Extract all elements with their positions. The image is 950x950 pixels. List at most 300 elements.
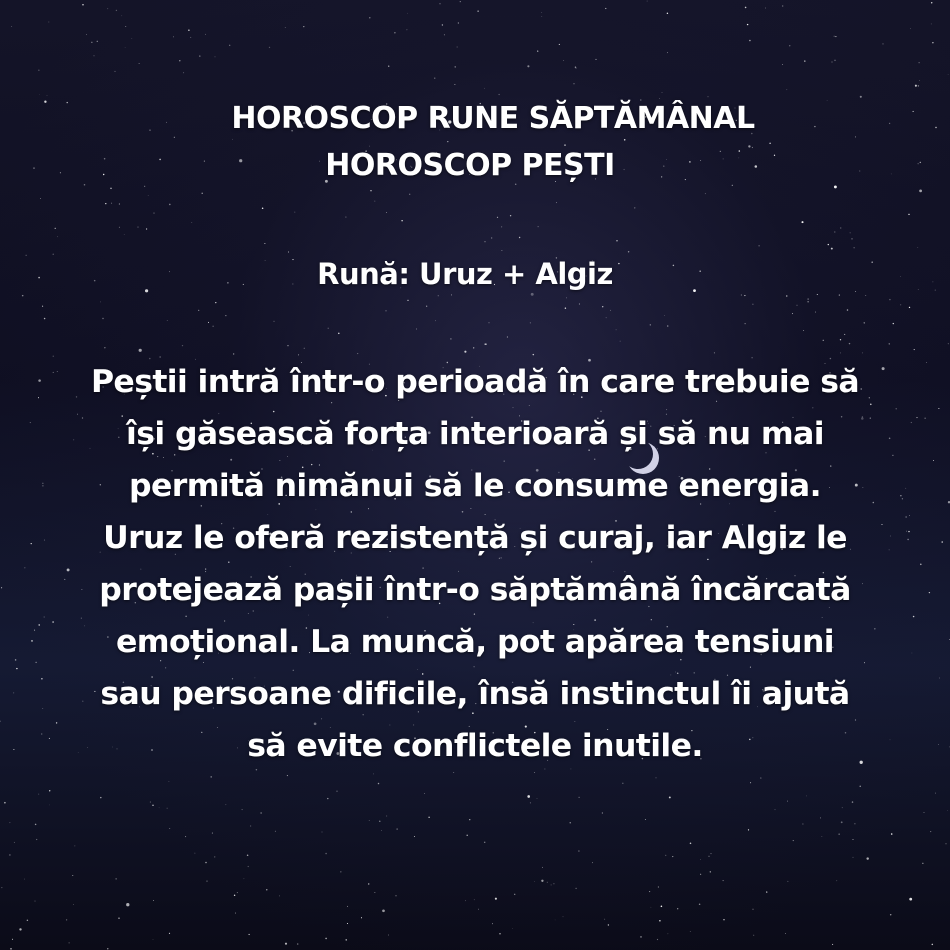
star (501, 226, 502, 227)
star (473, 347, 474, 348)
star (297, 943, 299, 945)
star (484, 344, 485, 345)
star (834, 231, 835, 232)
star (758, 245, 760, 247)
star (379, 821, 380, 822)
star (169, 204, 171, 206)
star (556, 202, 557, 203)
star (499, 94, 500, 95)
star (38, 794, 39, 795)
star (214, 856, 215, 857)
star (153, 900, 154, 901)
star (116, 878, 117, 879)
star (474, 900, 475, 901)
star (806, 796, 807, 797)
star (34, 901, 35, 902)
star (247, 855, 249, 857)
star (97, 41, 98, 42)
star (699, 903, 701, 905)
star (57, 236, 58, 237)
star (948, 343, 949, 344)
star (935, 793, 936, 794)
star (766, 891, 767, 892)
star (832, 944, 833, 945)
star (345, 217, 346, 218)
star (195, 853, 196, 854)
star (542, 867, 543, 868)
star (36, 839, 37, 840)
star (375, 892, 376, 893)
star (212, 833, 213, 834)
star (537, 50, 538, 51)
star (574, 83, 575, 84)
star (39, 94, 40, 95)
star (760, 777, 762, 779)
star (852, 801, 853, 802)
star (325, 938, 327, 940)
star (831, 248, 833, 250)
body-line: permită nimănui să le consume energia. (129, 468, 821, 504)
star (667, 52, 668, 53)
star (608, 924, 609, 925)
star (700, 859, 701, 860)
star (787, 801, 788, 802)
star (782, 5, 783, 6)
body-line: sau persoane dificile, însă instinctul îi ajută (100, 676, 850, 712)
star (10, 948, 11, 949)
body-line: emoțional. La muncă, pot apărea tensiuni (115, 624, 834, 660)
star (273, 321, 274, 322)
body-line: Peștii intră într-o perioadă în care trebuie să (90, 364, 860, 400)
star (243, 878, 244, 879)
star (922, 863, 923, 864)
star (657, 939, 658, 940)
star (107, 8, 108, 9)
star (835, 36, 836, 37)
star (510, 215, 511, 216)
star (139, 349, 142, 352)
star (842, 807, 843, 808)
star (450, 338, 452, 340)
star (849, 343, 850, 344)
star (909, 307, 910, 308)
star (579, 303, 580, 304)
star (304, 348, 305, 349)
star (264, 243, 265, 244)
star (551, 884, 552, 885)
star (930, 831, 931, 832)
star (527, 795, 530, 798)
star (397, 829, 398, 830)
star (606, 317, 607, 318)
star (507, 336, 508, 337)
star (844, 334, 845, 335)
star (428, 817, 429, 818)
star (125, 26, 126, 27)
star (948, 74, 949, 75)
star (576, 68, 577, 69)
star (938, 744, 939, 745)
star (519, 237, 520, 238)
star (497, 217, 498, 218)
star (49, 790, 50, 791)
star (260, 812, 261, 813)
star (9, 854, 10, 855)
star (266, 889, 267, 890)
star (27, 920, 28, 921)
star (14, 842, 15, 843)
star (645, 819, 646, 820)
star (570, 822, 571, 823)
body-line: protejează pașii într-o săptămână încărcată (99, 572, 851, 608)
star (287, 775, 288, 776)
star (847, 309, 849, 311)
star (484, 842, 485, 843)
star (893, 323, 894, 324)
star (745, 323, 746, 324)
star (667, 13, 668, 14)
star (213, 326, 214, 327)
star (453, 772, 454, 773)
star (919, 190, 922, 193)
star (647, 1, 648, 2)
star (484, 88, 485, 89)
star (541, 16, 542, 17)
star (346, 939, 347, 940)
star (864, 322, 865, 323)
star (938, 408, 939, 409)
star (444, 35, 445, 36)
star (602, 813, 603, 814)
star (789, 45, 790, 46)
star (650, 324, 651, 325)
star (860, 786, 861, 787)
star (850, 233, 851, 234)
star (555, 920, 556, 921)
star (279, 896, 280, 897)
star (622, 783, 623, 784)
star (620, 341, 621, 342)
star (153, 939, 154, 940)
star (931, 23, 932, 24)
star (152, 805, 153, 806)
star (786, 89, 787, 90)
star (616, 329, 617, 330)
star (538, 226, 539, 227)
star (69, 942, 70, 943)
star (891, 833, 893, 835)
star (119, 227, 120, 228)
star (235, 913, 236, 914)
star (672, 856, 673, 857)
star (700, 874, 701, 875)
star (750, 782, 751, 783)
star (478, 909, 479, 910)
star (530, 802, 531, 803)
body-line: își găsească forța interioară și să nu mai (126, 416, 824, 452)
star (179, 60, 180, 61)
star (250, 826, 251, 827)
star (602, 306, 603, 307)
star (386, 212, 387, 213)
star (406, 29, 407, 30)
star (851, 238, 852, 239)
star (131, 38, 132, 39)
star (146, 228, 147, 229)
title-line-1: HOROSCOP RUNE SĂPTĂMÂNAL (231, 101, 755, 136)
star (909, 898, 912, 901)
star (836, 880, 837, 881)
star (488, 322, 489, 323)
star (373, 774, 374, 775)
star (325, 853, 327, 855)
star (66, 919, 67, 920)
star (616, 240, 617, 241)
star (118, 917, 119, 918)
star (822, 836, 823, 837)
star (723, 919, 724, 920)
star (656, 778, 657, 779)
star (385, 310, 387, 312)
star (501, 250, 502, 251)
star (793, 840, 794, 841)
star (604, 919, 605, 920)
star (111, 203, 112, 204)
star (150, 802, 151, 803)
star (409, 194, 410, 195)
star (775, 809, 776, 810)
star (374, 201, 375, 202)
star (159, 807, 160, 808)
star (931, 2, 932, 3)
star (889, 299, 890, 300)
star (841, 821, 843, 823)
star (361, 917, 362, 918)
star (107, 948, 108, 949)
star (248, 866, 249, 867)
star (407, 300, 408, 301)
star (168, 781, 169, 782)
star (664, 315, 665, 316)
star (86, 34, 87, 35)
star (723, 880, 724, 881)
star (749, 40, 751, 42)
star (919, 80, 920, 81)
star (792, 313, 793, 314)
star (649, 891, 650, 892)
star (804, 60, 805, 61)
star (709, 856, 710, 857)
star (947, 810, 948, 811)
star (237, 892, 238, 893)
star (340, 871, 342, 873)
star (563, 916, 564, 917)
star (460, 1, 461, 2)
star (802, 823, 803, 824)
rune-line: Rună: Uruz + Algiz (317, 257, 613, 291)
star (394, 32, 395, 33)
body-line: Uruz le oferă rezistență și curaj, iar Algiz le (103, 520, 847, 556)
star (153, 212, 154, 213)
star (416, 329, 417, 330)
star (765, 8, 766, 9)
star (752, 304, 753, 305)
star (553, 883, 554, 884)
star (711, 853, 712, 854)
star (148, 195, 149, 196)
star (457, 47, 458, 48)
star (823, 340, 824, 341)
star (167, 808, 168, 809)
star (1, 587, 2, 588)
star (566, 298, 567, 299)
star (932, 42, 933, 43)
star (35, 824, 37, 826)
star (233, 353, 234, 354)
star (44, 318, 46, 320)
star (388, 66, 389, 67)
star (828, 244, 829, 245)
star (534, 881, 535, 882)
star (801, 221, 803, 223)
star (262, 207, 264, 209)
star (11, 26, 12, 27)
star (797, 305, 798, 306)
star (122, 16, 123, 17)
star (455, 66, 456, 67)
star (347, 906, 348, 907)
star (447, 141, 448, 142)
star (294, 212, 295, 213)
star (40, 198, 41, 199)
star (854, 247, 855, 248)
star (225, 315, 226, 316)
star (710, 871, 711, 872)
star (15, 659, 17, 661)
star (16, 668, 17, 669)
star (534, 772, 535, 773)
star (225, 804, 226, 805)
star (883, 43, 884, 44)
star (932, 944, 934, 946)
star (48, 22, 49, 23)
star (73, 904, 74, 905)
star (862, 353, 863, 354)
star (13, 693, 14, 694)
star (75, 846, 76, 847)
star (208, 322, 209, 323)
star (690, 843, 692, 845)
star (183, 72, 184, 73)
star (369, 17, 370, 18)
star (234, 895, 235, 896)
star (640, 936, 642, 938)
star (514, 894, 515, 895)
star (388, 935, 389, 936)
star (401, 220, 402, 221)
star (840, 339, 841, 340)
star (677, 908, 678, 909)
star (651, 907, 652, 908)
star (661, 906, 663, 908)
star (119, 203, 120, 204)
star (215, 302, 216, 303)
star (369, 820, 370, 821)
star (395, 895, 396, 896)
star (714, 352, 715, 353)
star (745, 7, 747, 9)
star (565, 307, 566, 308)
star (182, 345, 183, 346)
star (269, 47, 270, 48)
star (900, 305, 901, 306)
star (919, 62, 920, 63)
star (327, 798, 328, 799)
star (275, 831, 276, 832)
star (808, 299, 809, 300)
star (0, 721, 1, 722)
star (495, 898, 497, 900)
star (785, 933, 786, 934)
star (747, 24, 748, 25)
star (185, 836, 186, 837)
star (667, 325, 669, 327)
star (82, 4, 83, 5)
star (426, 306, 427, 307)
star (407, 13, 408, 14)
star (939, 678, 940, 679)
star (382, 909, 385, 912)
star (610, 310, 611, 311)
star (424, 793, 425, 794)
star (49, 805, 50, 806)
star (512, 928, 513, 929)
star (285, 27, 286, 28)
star (169, 933, 170, 934)
star (466, 835, 467, 836)
star (167, 320, 168, 321)
star (890, 914, 891, 915)
star (485, 241, 486, 242)
star (201, 193, 202, 194)
star (889, 343, 890, 344)
star (787, 881, 788, 882)
star (93, 55, 94, 56)
star (669, 796, 671, 798)
star (115, 71, 116, 72)
star (541, 12, 542, 13)
title-line-2: HOROSCOP PEȘTI (325, 148, 615, 183)
star (173, 37, 174, 38)
horoscope-body (20, 356, 930, 772)
star (303, 26, 304, 27)
star (834, 36, 835, 37)
star (634, 207, 635, 208)
star (839, 834, 840, 835)
star (807, 301, 808, 302)
star (91, 42, 92, 43)
star (414, 836, 415, 837)
star (12, 939, 13, 940)
star (665, 855, 666, 856)
body-line: să evite conflictele inutile. (247, 728, 703, 764)
star (831, 61, 832, 62)
star (454, 84, 455, 85)
star (199, 55, 200, 56)
star (124, 234, 125, 235)
star (595, 59, 596, 60)
star (137, 227, 138, 228)
